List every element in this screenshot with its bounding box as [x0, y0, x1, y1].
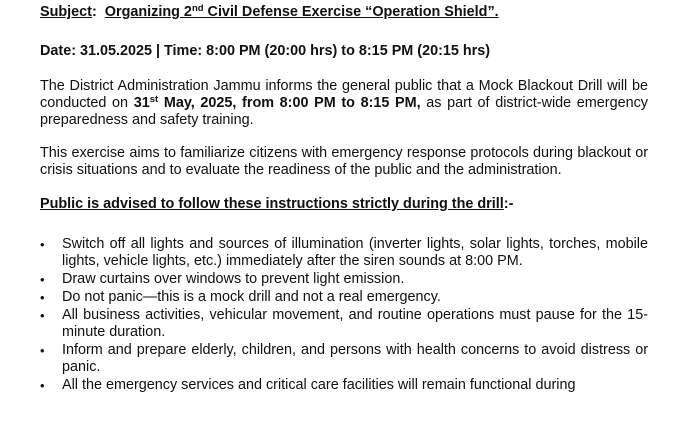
list-item: [40, 307, 648, 341]
list-item-text: Inform and prepare elderly, children, and persons with health concerns to avoid distress or panic.: [62, 342, 648, 375]
list-item: [40, 342, 648, 376]
bullet-icon: •: [40, 378, 45, 393]
bullet-icon: •: [40, 308, 45, 323]
bullet-icon: •: [40, 237, 45, 252]
announcement-outro: as part of district-wide emergency preparedness and safety training.: [40, 95, 648, 128]
list-item-text: Switch off all lights and sources of illumination (inverter lights, solar lights, torches, mobile lights, vehicle lights, etc.) immediately after the siren sounds at 8:00 PM.: [62, 236, 648, 269]
subject-title-rest: Civil Defense Exercise “Operation Shield”.: [203, 4, 499, 20]
announcement-paragraph: [40, 78, 648, 129]
bullet-icon: •: [40, 290, 45, 305]
list-item-text: Do not panic—this is a mock drill and not a real emergency.: [62, 289, 441, 305]
list-item-text: All business activities, vehicular movement, and routine operations must pause for the 15-minute duration.: [62, 307, 648, 340]
list-item-text: All the emergency services and critical care facilities will remain functional during: [62, 377, 576, 393]
instructions-heading: [40, 196, 648, 213]
drill-day: 31: [133, 95, 150, 111]
subject-label: Subject: [40, 4, 92, 20]
subject-separator: :: [91, 4, 97, 20]
list-item: [40, 377, 648, 394]
instructions-heading-text: Public is advised to follow these instructions strictly during the drill: [40, 196, 504, 212]
list-item: [40, 289, 648, 306]
bullet-icon: •: [40, 272, 45, 287]
subject-title-sup: nd: [191, 3, 204, 14]
drill-date-time: [134, 95, 421, 111]
subject-title: [105, 4, 499, 20]
subject-line: [40, 4, 648, 21]
list-item-text: Draw curtains over windows to prevent light emission.: [62, 271, 405, 287]
drill-day-sup: st: [149, 94, 159, 105]
drill-time: May, 2025, from 8:00 PM to 8:15 PM,: [158, 95, 421, 111]
date-time-line: Date: 31.05.2025 | Time: 8:00 PM (20:00 hrs) to 8:15 PM (20:15 hrs): [40, 43, 491, 59]
list-item: [40, 236, 648, 270]
subject-title-text: Organizing 2: [104, 4, 192, 20]
announcement-intro: The District Administration Jammu informs the general public that a Mock Blackout Drill will be conducted on: [40, 78, 648, 111]
purpose-paragraph: This exercise aims to familiarize citizens with emergency response protocols during blackout or crisis situations and to evaluate the readiness of the public and the administration.: [40, 145, 648, 178]
instructions-list: [40, 236, 648, 394]
bullet-icon: •: [40, 343, 45, 358]
document-page: [40, 4, 648, 395]
instructions-heading-suffix: :-: [503, 196, 514, 212]
list-item: [40, 271, 648, 288]
